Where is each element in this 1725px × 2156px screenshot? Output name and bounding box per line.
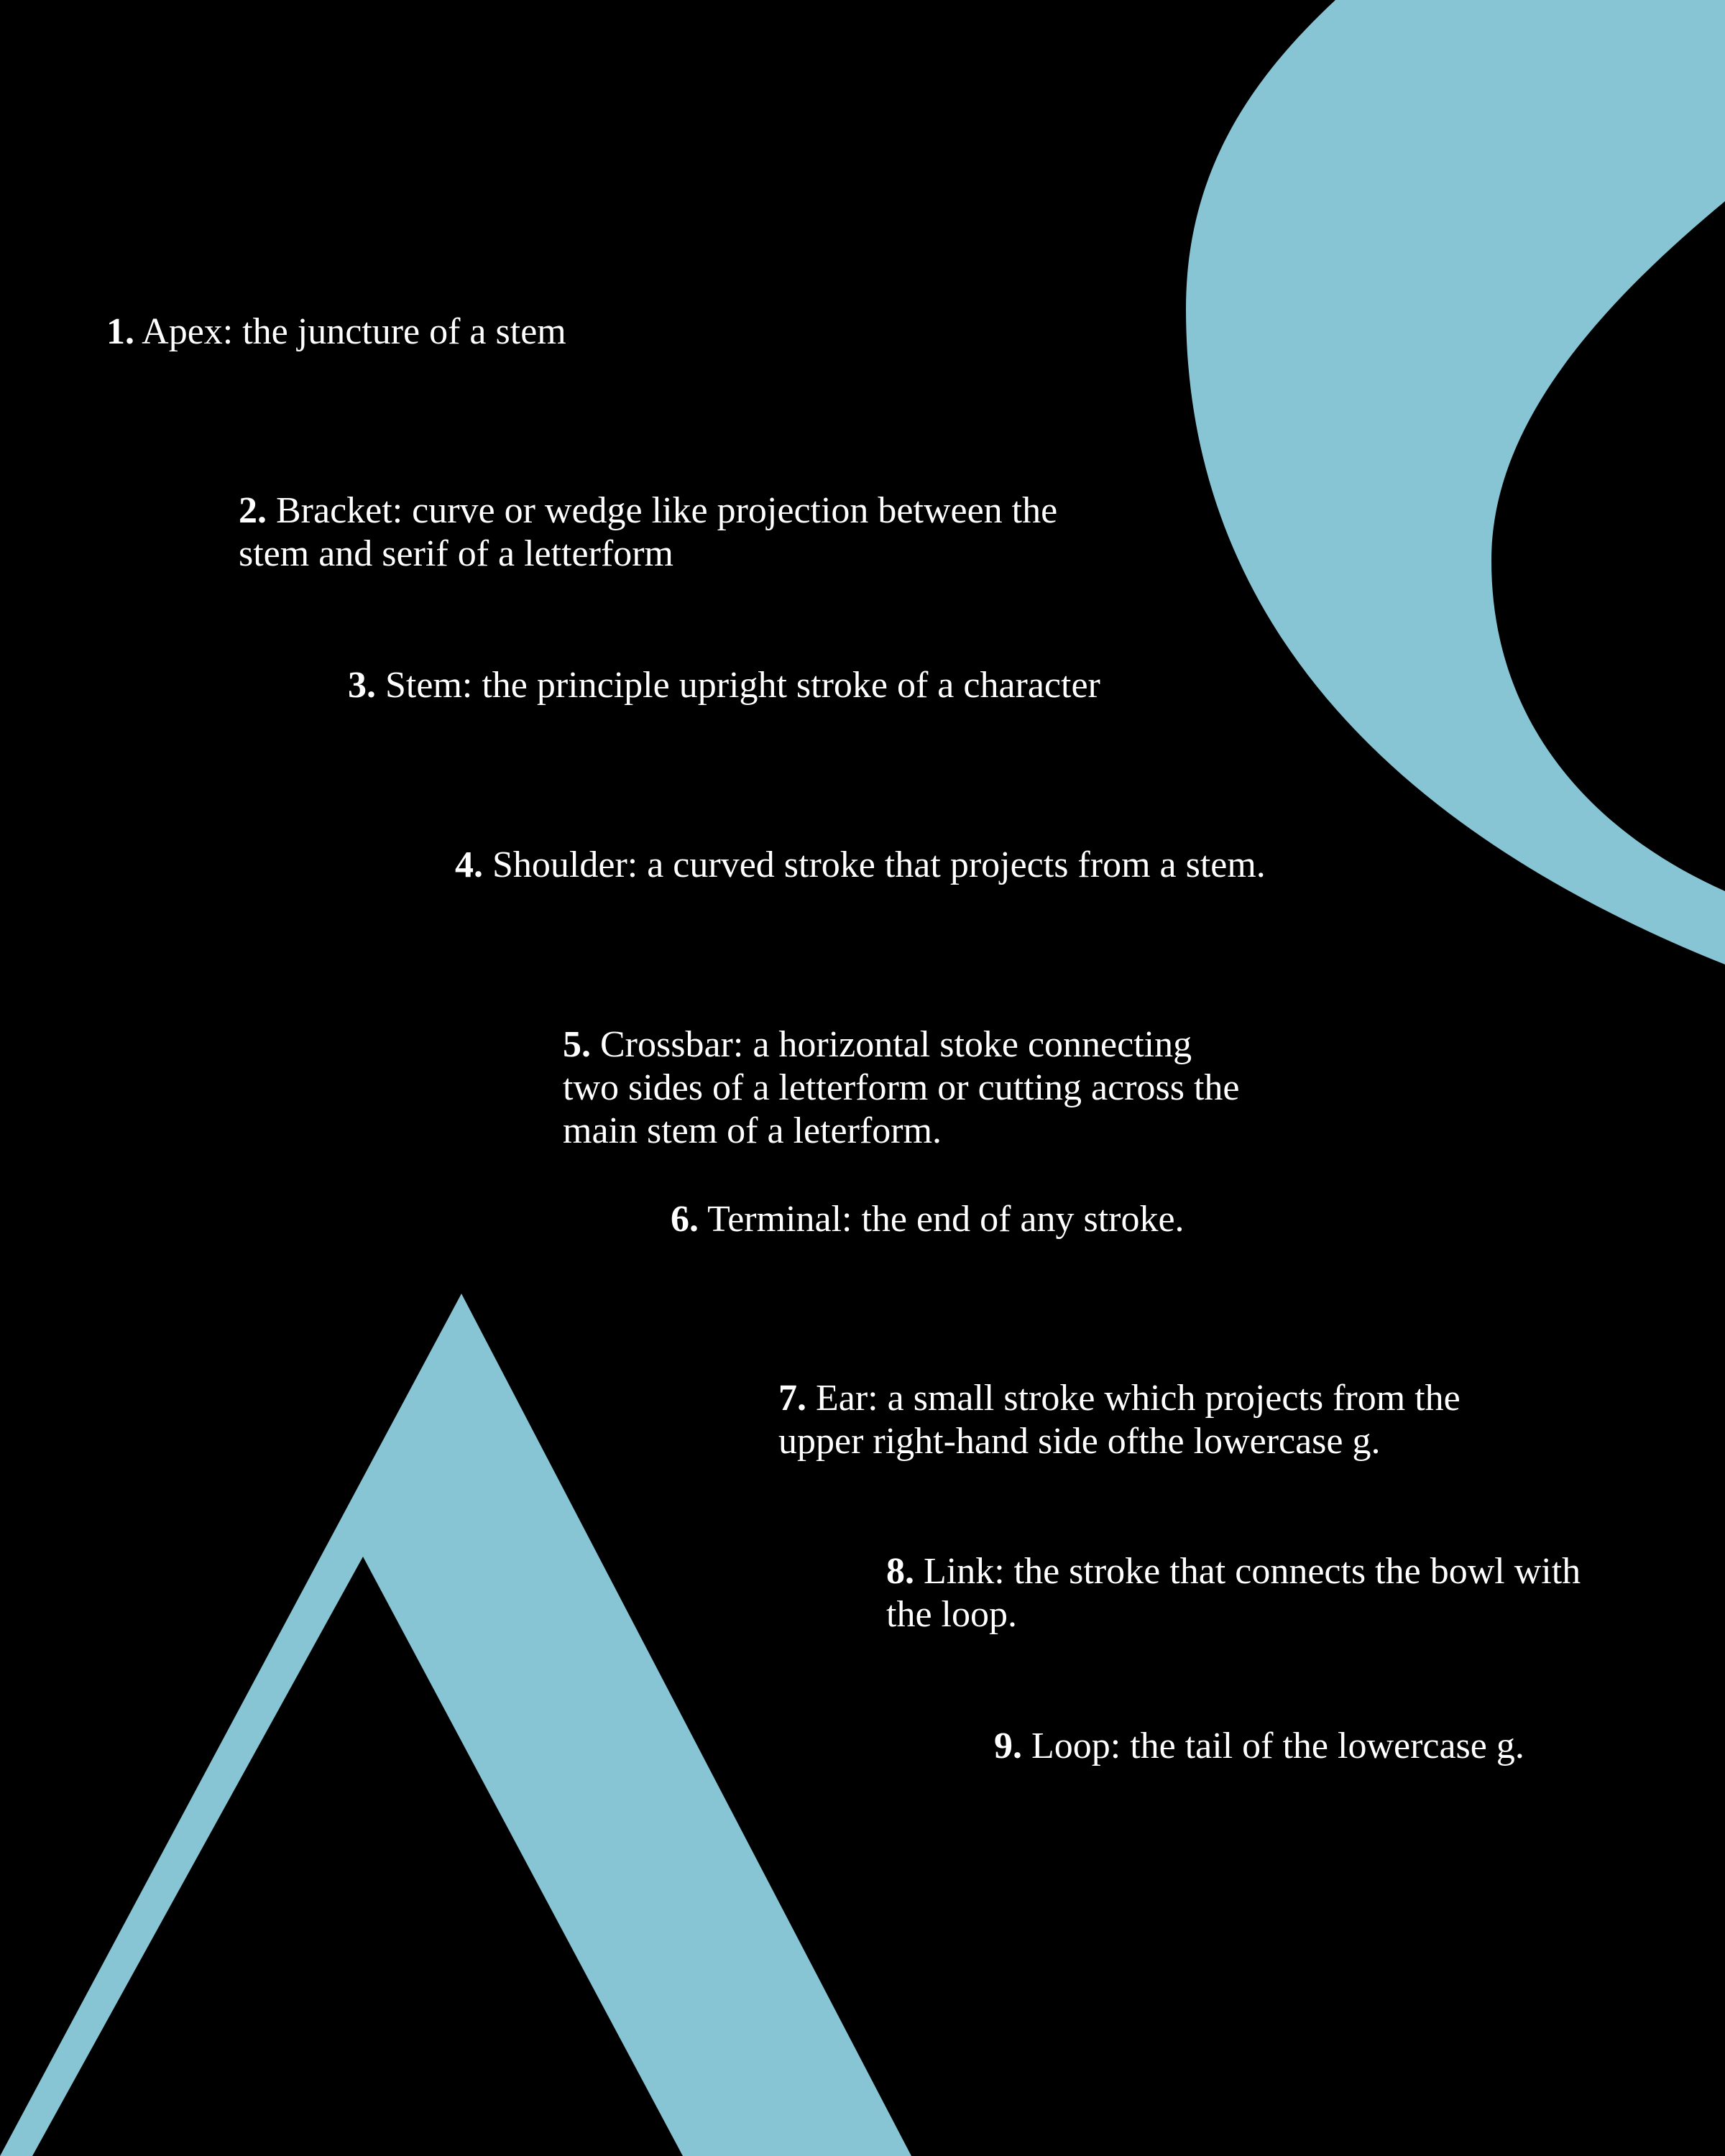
term-number: 6.	[671, 1199, 699, 1240]
term-number: 5.	[563, 1024, 591, 1065]
term-number: 2.	[239, 490, 267, 531]
term-crossbar	[563, 1023, 1240, 1153]
term-shoulder	[455, 844, 1266, 887]
term-text: main stem of a leterform.	[563, 1110, 942, 1151]
term-text: Apex: the juncture of a stem	[142, 311, 566, 352]
term-text: Shoulder: a curved stroke that projects from a stem.	[492, 844, 1266, 885]
term-link	[886, 1550, 1581, 1636]
term-ear	[778, 1377, 1460, 1463]
term-text: Crossbar: a horizontal stoke connecting	[600, 1024, 1192, 1065]
term-number: 8.	[886, 1551, 914, 1592]
term-text: Stem: the principle upright stroke of a character	[385, 665, 1100, 706]
apex-triangle-shape	[0, 1294, 911, 2156]
term-text: two sides of a letterform or cutting across the	[563, 1067, 1240, 1108]
term-number: 4.	[455, 844, 483, 885]
term-number: 7.	[778, 1378, 806, 1419]
ear-curve-shape	[1186, 0, 1725, 964]
term-number: 1.	[106, 311, 134, 352]
term-text: upper right-hand side ofthe lowercase g.	[778, 1421, 1381, 1462]
term-loop	[994, 1725, 1524, 1768]
term-number: 9.	[994, 1726, 1022, 1766]
term-terminal	[671, 1198, 1184, 1241]
term-text: Link: the stroke that connects the bowl with	[924, 1551, 1581, 1592]
term-bracket	[239, 489, 1057, 576]
term-text: Loop: the tail of the lowercase g.	[1031, 1726, 1524, 1766]
term-text: Ear: a small stroke which projects from the	[816, 1378, 1460, 1419]
term-apex	[106, 310, 566, 354]
term-text: the loop.	[886, 1594, 1017, 1635]
term-text: stem and serif of a letterform	[239, 533, 673, 574]
term-number: 3.	[348, 665, 376, 706]
term-text: Terminal: the end of any stroke.	[707, 1199, 1184, 1240]
term-text: Bracket: curve or wedge like projection between the	[276, 490, 1058, 531]
term-stem	[348, 664, 1100, 707]
